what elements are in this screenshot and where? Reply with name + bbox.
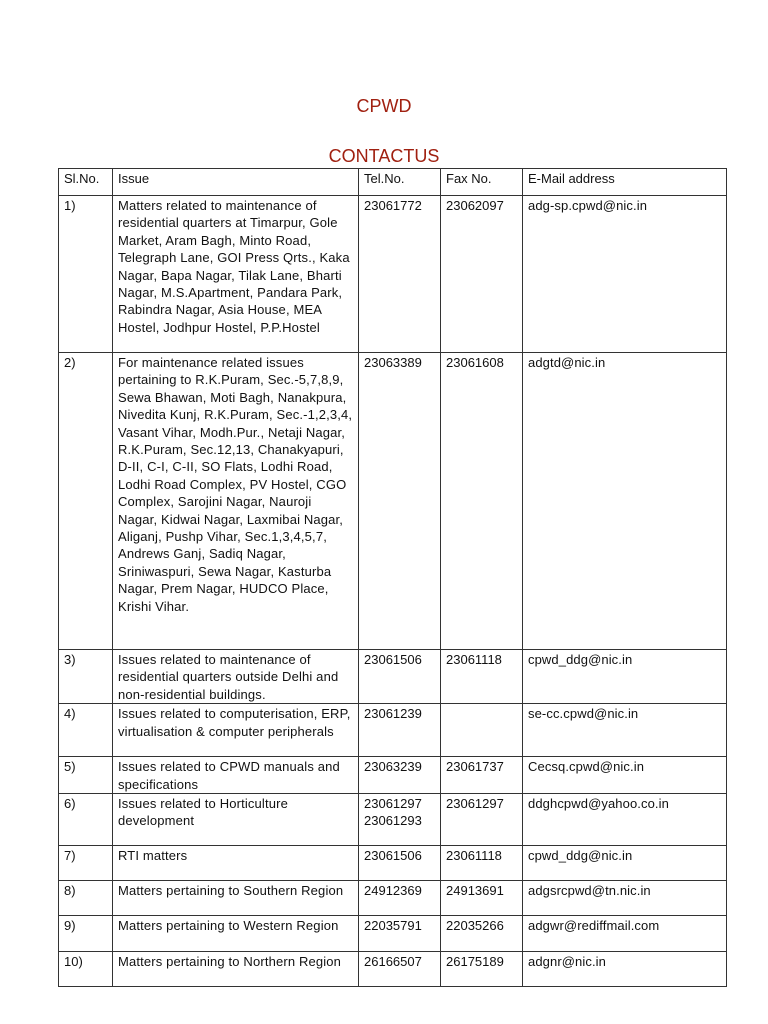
cell-issue: Matters related to maintenance of residential quarters at Timarpur, Gole Market, Aram Bagh, Minto Road, Telegraph Lane, GOI Press Qrts., Kaka Nagar, Bapa Nagar, Tilak Lane, Bharti Nagar, M.S.Apartment, Pandara Park, Rabindra Nagar, Asia House, MEA Hostel, Jodhpur Hostel, P.P.Hostel	[113, 196, 359, 353]
cell-fax: 26175189	[441, 952, 523, 987]
cell-issue: Matters pertaining to Western Region	[113, 916, 359, 952]
column-header-slno: Sl.No.	[59, 169, 113, 196]
cell-tel: 23061506	[359, 650, 441, 704]
table-header-row	[59, 169, 727, 196]
cell-issue: Issues related to CPWD manuals and specifications	[113, 757, 359, 794]
table-row	[59, 353, 727, 650]
cell-email[interactable]: ddghcpwd@yahoo.co.in	[523, 794, 727, 846]
cell-issue: Issues related to Horticulture development	[113, 794, 359, 846]
cell-issue: Matters pertaining to Northern Region	[113, 952, 359, 987]
cell-issue: Issues related to maintenance of residential quarters outside Delhi and non-residential buildings.	[113, 650, 359, 704]
table-row	[59, 881, 727, 916]
cell-email[interactable]: adgtd@nic.in	[523, 353, 727, 650]
page-subtitle: CONTACTUS	[328, 146, 440, 166]
page-title: CPWD	[356, 96, 412, 116]
cell-issue: Issues related to computerisation, ERP, virtualisation & computer peripherals	[113, 704, 359, 757]
cell-tel: 23063239	[359, 757, 441, 794]
column-header-tel: Tel.No.	[359, 169, 441, 196]
cell-fax: 23061297	[441, 794, 523, 846]
table-row	[59, 704, 727, 757]
cell-slno: 3)	[59, 650, 113, 704]
contacts-table	[58, 168, 727, 987]
cell-slno: 4)	[59, 704, 113, 757]
cell-email[interactable]: adgnr@nic.in	[523, 952, 727, 987]
table-row	[59, 757, 727, 794]
table-row	[59, 916, 727, 952]
cell-email[interactable]: adg-sp.cpwd@nic.in	[523, 196, 727, 353]
cell-tel: 23061297 23061293	[359, 794, 441, 846]
cell-tel: 24912369	[359, 881, 441, 916]
cell-slno: 7)	[59, 846, 113, 881]
cell-fax: 23061737	[441, 757, 523, 794]
cell-slno: 5)	[59, 757, 113, 794]
cell-slno: 6)	[59, 794, 113, 846]
cell-slno: 9)	[59, 916, 113, 952]
cell-tel: 23061239	[359, 704, 441, 757]
cell-email[interactable]: adgwr@rediffmail.com	[523, 916, 727, 952]
table-row	[59, 794, 727, 846]
cell-slno: 10)	[59, 952, 113, 987]
cell-fax: 24913691	[441, 881, 523, 916]
table-row	[59, 650, 727, 704]
cell-email[interactable]: adgsrcpwd@tn.nic.in	[523, 881, 727, 916]
cell-issue: RTI matters	[113, 846, 359, 881]
table-row	[59, 196, 727, 353]
cell-tel: 23061772	[359, 196, 441, 353]
table-row	[59, 846, 727, 881]
cell-tel: 23063389	[359, 353, 441, 650]
table-row	[59, 952, 727, 987]
column-header-fax: Fax No.	[441, 169, 523, 196]
cell-email[interactable]: cpwd_ddg@nic.in	[523, 846, 727, 881]
cell-tel: 23061506	[359, 846, 441, 881]
cell-tel: 26166507	[359, 952, 441, 987]
cell-slno: 2)	[59, 353, 113, 650]
cell-fax: 23062097	[441, 196, 523, 353]
cell-fax	[441, 704, 523, 757]
cell-issue: Matters pertaining to Southern Region	[113, 881, 359, 916]
column-header-issue: Issue	[113, 169, 359, 196]
cell-tel: 22035791	[359, 916, 441, 952]
cell-slno: 1)	[59, 196, 113, 353]
cell-email[interactable]: Cecsq.cpwd@nic.in	[523, 757, 727, 794]
cell-email[interactable]: se-cc.cpwd@nic.in	[523, 704, 727, 757]
cell-slno: 8)	[59, 881, 113, 916]
cell-fax: 23061118	[441, 650, 523, 704]
cell-issue: For maintenance related issues pertaining to R.K.Puram, Sec.-5,7,8,9, Sewa Bhawan, Moti Bagh, Nanakpura, Nivedita Kunj, R.K.Puram, Sec.-1,2,3,4, Vasant Vihar, Modh.Pur., Netaji Nagar, R.K.Puram, Sec.12,13, Chanakyapuri, D-II, C-I, C-II, SO Flats, Lodhi Road, Lodhi Road Complex, PV Hostel, CGO Complex, Sarojini Nagar, Nauroji Nagar, Kidwai Nagar, Laxmibai Nagar, Aliganj, Pushp Vihar, Sec.1,3,4,5,7, Andrews Ganj, Sadiq Nagar, Sriniwaspuri, Sewa Nagar, Kasturba Nagar, Prem Nagar, HUDCO Place, Krishi Vihar.	[113, 353, 359, 650]
cell-fax: 23061118	[441, 846, 523, 881]
cell-fax: 22035266	[441, 916, 523, 952]
cell-fax: 23061608	[441, 353, 523, 650]
cell-email[interactable]: cpwd_ddg@nic.in	[523, 650, 727, 704]
column-header-email: E-Mail address	[523, 169, 727, 196]
